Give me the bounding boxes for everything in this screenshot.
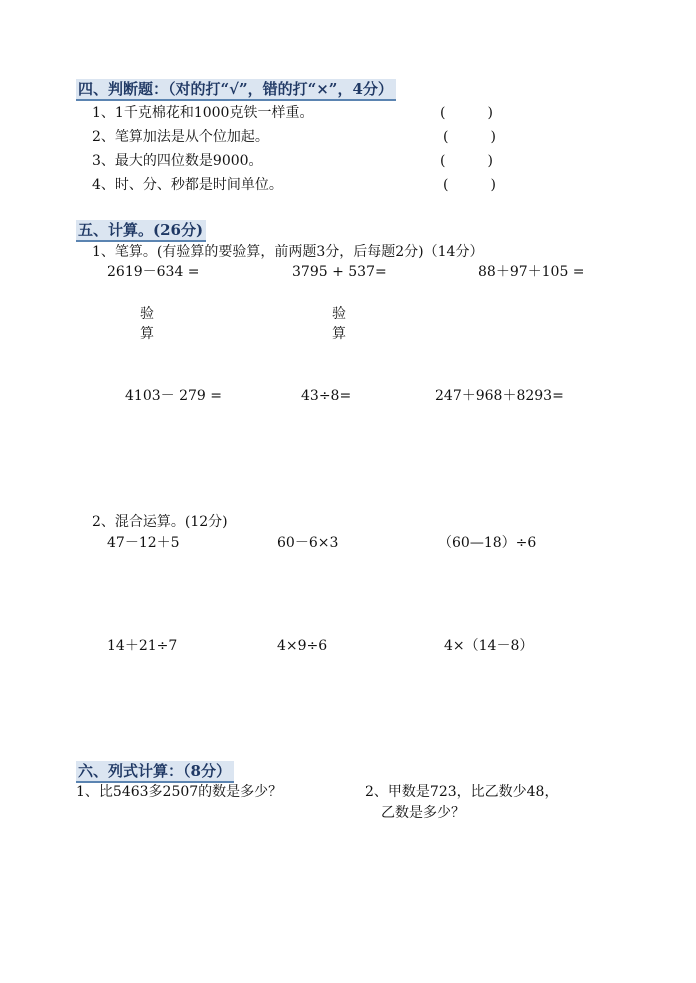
word-problem-2-line2: 乙数是多少？	[381, 805, 465, 821]
mixed-problem: （60—18）÷6	[438, 535, 537, 551]
check-label-suan: 算	[332, 326, 346, 342]
calc-problem: 3795 + 537=	[292, 264, 387, 280]
check-label-yan: 验	[332, 306, 346, 322]
calc-problem: 43÷8=	[301, 388, 352, 404]
word-problem-1: 1、比5463多2507的数是多少？	[76, 784, 283, 800]
mixed-problem: 4×9÷6	[277, 638, 328, 654]
mixed-problem: 14＋21÷7	[107, 638, 178, 654]
written-calc-title: 1、笔算。(有验算的要验算，前两题3分，后每题2分)（14分）	[92, 244, 484, 260]
mixed-problem: 4×（14－8）	[444, 638, 534, 654]
judge-paren-3[interactable]: ( )	[440, 153, 493, 169]
mixed-problem: 60－6×3	[277, 535, 339, 551]
judge-paren-1[interactable]: ( )	[440, 105, 493, 121]
section6-heading: 六、列式计算：（8分）	[76, 761, 234, 783]
check-label-suan: 算	[140, 326, 154, 342]
judge-item-4: 4、时、分、秒都是时间单位。	[92, 177, 283, 193]
calc-problem: 247＋968＋8293=	[435, 388, 564, 404]
mixed-problem: 47－12＋5	[107, 535, 180, 551]
section4-heading: 四、判断题：（对的打“√”，错的打“×”，4分）	[76, 79, 396, 101]
calc-problem: 88＋97＋105 =	[478, 264, 585, 280]
calc-problem: 2619－634 =	[107, 264, 200, 280]
calc-problem: 4103－ 279 =	[125, 388, 222, 404]
mixed-calc-title: 2、混合运算。(12分)	[92, 514, 228, 530]
judge-paren-2[interactable]: ( )	[443, 129, 496, 145]
judge-item-3: 3、最大的四位数是9000。	[92, 153, 263, 169]
judge-item-2: 2、笔算加法是从个位加起。	[92, 129, 269, 145]
judge-item-1: 1、1千克棉花和1000克铁一样重。	[92, 105, 314, 121]
section5-heading: 五、计算。(26分)	[76, 220, 206, 242]
word-problem-2-line1: 2、甲数是723，比乙数少48，	[365, 784, 559, 800]
judge-paren-4[interactable]: ( )	[443, 177, 496, 193]
check-label-yan: 验	[140, 306, 154, 322]
